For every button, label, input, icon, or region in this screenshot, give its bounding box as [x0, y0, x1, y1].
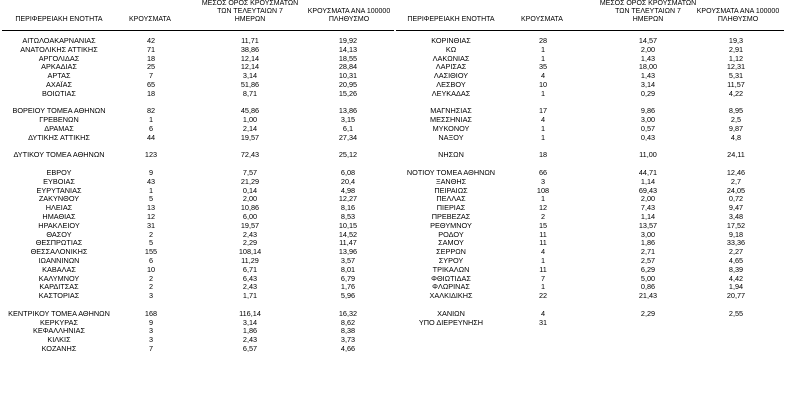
avg7-cell: 6,57	[242, 343, 258, 353]
per100k-cell: 8,62	[340, 317, 356, 327]
avg7-cell: 2,00	[242, 194, 258, 204]
avg7-cell: 14,57	[638, 36, 658, 45]
cases-cell: 15	[538, 220, 548, 230]
region-cell: ΛΕΥΚΑΔΑΣ	[431, 88, 471, 98]
region-cell: ΕΥΒΟΙΑΣ	[43, 176, 75, 186]
per100k-cell: 11,57	[727, 79, 745, 89]
region-cell: ΗΡΑΚΛΕΙΟΥ	[38, 220, 80, 230]
region-header: ΠΕΡΙΦΕΡΕΙΑΚΗ ΕΝΟΤΗΤΑ	[407, 16, 495, 23]
avg7-cell: 1,00	[242, 115, 258, 125]
region-cell: ΜΑΓΝΗΣΙΑΣ	[430, 106, 472, 116]
region-cell: ΝΟΤΙΟΥ ΤΟΜΕΑ ΑΘΗΝΩΝ	[406, 167, 496, 177]
avg7-cell: 108,14	[238, 247, 262, 257]
cases-cell: 43	[146, 176, 156, 186]
per100k-cell: 33,36	[726, 238, 746, 248]
cases-cell: 42	[146, 36, 156, 45]
avg7-cell: 6,71	[242, 264, 258, 274]
per100k-cell: 8,95	[728, 106, 744, 116]
avg7-cell: 6,00	[242, 211, 258, 221]
cases-cell: 7	[148, 343, 154, 353]
per100k-cell: 5,96	[340, 291, 356, 301]
cases-cell: 7	[540, 273, 546, 283]
region-cell: ΚΕΦΑΛΛΗΝΙΑΣ	[33, 326, 85, 336]
cases-cell: 65	[146, 79, 156, 89]
avg7-cell: 2,29	[242, 238, 258, 248]
region-cell: ΓΡΕΒΕΝΩΝ	[39, 115, 79, 125]
avg7-cell: 6,29	[640, 264, 656, 274]
cases-cell: 25	[146, 62, 156, 72]
avg7-cell: 2,43	[242, 229, 258, 239]
per100k-cell: 8,16	[340, 203, 356, 213]
per100k-cell: 10,31	[338, 71, 358, 81]
cases-cell: 5	[148, 194, 154, 204]
cases-cell: 1	[540, 255, 546, 265]
per100k-cell: 4,65	[728, 255, 744, 265]
per100k-cell: 13,96	[338, 247, 358, 257]
per100k-cell: 6,79	[340, 273, 356, 283]
per100k-cell: 4,98	[340, 185, 356, 195]
per100k-cell: 14,52	[338, 229, 358, 239]
region-cell: ΦΛΩΡΙΝΑΣ	[432, 282, 470, 292]
cases-cell: 18	[538, 150, 548, 160]
avg7-cell: 72,43	[240, 150, 260, 160]
avg7-cell: 18,00	[638, 62, 658, 72]
avg7-cell: 2,00	[640, 44, 656, 54]
per100k-cell: 13,86	[338, 106, 358, 116]
avg7-cell: 11,29	[241, 255, 259, 265]
cases-cell: 4	[540, 71, 546, 81]
per100k-cell: 14,13	[338, 44, 358, 54]
avg7-cell: 3,14	[242, 71, 258, 81]
per100k-cell: 2,5	[730, 115, 742, 125]
per100k-cell: 12,46	[726, 167, 746, 177]
region-cell: ΘΕΣΠΡΩΤΙΑΣ	[35, 238, 83, 248]
cases-cell: 28	[538, 36, 548, 45]
cases-cell: 2	[148, 282, 154, 292]
per100k-cell: 24,11	[727, 150, 745, 160]
cases-cell: 1	[540, 44, 546, 54]
region-cell: ΗΜΑΘΙΑΣ	[42, 211, 76, 221]
cases-cell: 1	[540, 132, 546, 142]
per100k-cell: 18,55	[338, 53, 358, 63]
per100k-cell: 28,84	[338, 62, 358, 72]
avg7-cell: 3,00	[640, 229, 656, 239]
region-cell: ΡΕΘΥΜΝΟΥ	[430, 220, 472, 230]
avg7-cell: 2,43	[242, 282, 258, 292]
per100k-cell: 16,32	[338, 308, 358, 318]
region-cell: ΛΑΡΙΣΑΣ	[435, 62, 467, 72]
region-cell: ΒΟΙΩΤΙΑΣ	[42, 88, 76, 98]
cases-cell: 1	[540, 194, 546, 204]
avg7-cell: 0,86	[640, 282, 656, 292]
avg-header-line3: ΗΜΕΡΩΝ	[632, 16, 664, 23]
region-cell: ΞΑΝΘΗΣ	[435, 176, 467, 186]
per100k-cell: 0,72	[728, 194, 744, 204]
cases-cell: 12	[538, 203, 548, 213]
avg7-cell: 2,29	[640, 308, 656, 318]
cases-cell: 123	[144, 150, 158, 160]
per100k-cell: 9,47	[728, 203, 744, 213]
avg7-cell: 1,86	[242, 326, 258, 336]
per100k-cell: 4,42	[728, 273, 744, 283]
table-row	[396, 90, 786, 99]
cases-cell: 18	[146, 53, 156, 63]
cases-header: ΚΡΟΥΣΜΑΤΑ	[129, 16, 171, 23]
avg7-cell: 2,43	[242, 335, 258, 345]
table-row	[396, 292, 786, 301]
region-cell: ΣΕΡΡΩΝ	[436, 247, 466, 257]
table-row	[0, 345, 396, 354]
avg7-cell: 2,00	[640, 194, 656, 204]
avg7-cell: 69,43	[638, 185, 658, 195]
avg7-cell: 3,14	[640, 79, 656, 89]
cases-cell: 44	[146, 132, 156, 142]
cases-cell: 6	[148, 255, 154, 265]
avg7-cell: 1,43	[640, 53, 656, 63]
table-row	[0, 90, 396, 99]
region-cell: ΛΑΣΙΘΙΟΥ	[433, 71, 469, 81]
region-cell: ΑΝΑΤΟΛΙΚΗΣ ΑΤΤΙΚΗΣ	[20, 44, 98, 54]
avg7-cell: 19,57	[240, 132, 260, 142]
region-cell: ΚΟΖΑΝΗΣ	[41, 343, 77, 353]
per100k-cell: 2,55	[728, 308, 744, 318]
avg7-cell: 116,14	[239, 308, 261, 318]
region-cell: ΧΑΝΙΩΝ	[437, 308, 465, 318]
cases-cell: 31	[538, 317, 548, 327]
table-row	[396, 151, 786, 160]
cases-cell: 1	[540, 123, 546, 133]
region-cell: ΘΑΣΟΥ	[46, 229, 72, 239]
cases-cell: 1	[540, 88, 546, 98]
avg7-cell: 11,71	[241, 36, 259, 45]
table-row	[0, 151, 396, 160]
avg7-cell: 38,86	[240, 44, 260, 54]
cases-cell: 2	[540, 211, 546, 221]
region-cell: ΥΠΟ ΔΙΕΡΕΥΝΗΣΗ	[418, 317, 484, 327]
avg7-cell: 45,86	[240, 106, 260, 116]
per100k-cell: 24,05	[726, 185, 746, 195]
avg-header-line1: ΜΕΣΟΣ ΟΡΟΣ ΚΡΟΥΣΜΑΤΩΝ	[599, 0, 697, 7]
region-cell: ΚΙΛΚΙΣ	[47, 335, 71, 345]
left-rows	[0, 37, 396, 354]
cases-cell: 4	[540, 115, 546, 125]
avg7-cell: 1,71	[242, 291, 258, 301]
avg7-cell: 7,43	[640, 203, 656, 213]
region-cell: ΗΛΕΙΑΣ	[45, 203, 73, 213]
cases-cell: 3	[148, 326, 154, 336]
region-cell: ΕΥΡΥΤΑΝΙΑΣ	[36, 185, 82, 195]
cases-cell: 71	[146, 44, 156, 54]
region-cell: ΚΑΣΤΟΡΙΑΣ	[38, 291, 80, 301]
per100k-cell: 8,39	[728, 264, 744, 274]
per100k-cell: 17,52	[726, 220, 746, 230]
cases-cell: 3	[148, 291, 154, 301]
region-cell: ΤΡΙΚΑΛΩΝ	[432, 264, 470, 274]
header-rule	[2, 30, 394, 31]
per100k-cell: 19,92	[338, 36, 358, 45]
per100k-cell: 6,1	[342, 123, 354, 133]
cases-cell: 9	[148, 317, 154, 327]
cases-cell: 13	[146, 203, 156, 213]
header-rule	[396, 30, 784, 31]
region-cell: ΕΒΡΟΥ	[46, 167, 72, 177]
per100k-cell: 2,27	[728, 247, 744, 257]
cases-cell: 2	[148, 273, 154, 283]
cases-cell: 18	[146, 88, 156, 98]
per100k-cell: 1,12	[728, 53, 744, 63]
right-rows	[396, 37, 786, 327]
avg7-cell: 3,00	[640, 115, 656, 125]
avg7-cell: 7,57	[242, 167, 258, 177]
cases-cell: 11	[539, 238, 547, 248]
cases-header: ΚΡΟΥΣΜΑΤΑ	[521, 16, 563, 23]
avg7-cell: 1,14	[640, 176, 656, 186]
avg7-cell: 19,57	[240, 220, 260, 230]
cases-cell: 2	[148, 229, 154, 239]
cases-cell: 155	[144, 247, 158, 257]
avg7-cell: 13,57	[638, 220, 658, 230]
table-row	[396, 134, 786, 143]
cases-cell: 10	[146, 264, 156, 274]
region-cell: ΛΑΚΩΝΙΑΣ	[432, 53, 470, 63]
region-cell: ΠΕΛΛΑΣ	[436, 194, 466, 204]
per100k-cell: 8,01	[340, 264, 356, 274]
region-cell: ΣΥΡΟΥ	[438, 255, 464, 265]
avg-header-line2: ΤΩΝ ΤΕΛΕΥΤΑΙΩΝ 7	[217, 8, 283, 15]
avg7-cell: 8,71	[242, 88, 258, 98]
per100k-cell: 5,31	[728, 71, 744, 81]
per100k-cell: 3,57	[340, 255, 356, 265]
per100k-cell: 8,38	[340, 326, 356, 336]
region-cell: ΑΙΤΩΛΟΑΚΑΡΝΑΝΙΑΣ	[22, 36, 96, 45]
per100k-header-line1: ΚΡΟΥΣΜΑΤΑ ΑΝΑ 100000	[696, 8, 780, 15]
per100k-cell: 6,08	[340, 167, 356, 177]
region-cell: ΚΩ	[445, 44, 457, 54]
per100k-header-line2: ΠΛΗΘΥΣΜΟ	[717, 16, 759, 23]
per100k-cell: 11,47	[339, 238, 357, 248]
avg7-cell: 44,71	[638, 167, 658, 177]
region-cell: ΣΑΜΟΥ	[438, 238, 464, 248]
avg7-cell: 10,86	[240, 203, 260, 213]
avg7-cell: 51,86	[240, 79, 260, 89]
cases-cell: 4	[540, 308, 546, 318]
region-cell: ΦΘΙΩΤΙΔΑΣ	[431, 273, 471, 283]
avg-header-line1: ΜΕΣΟΣ ΟΡΟΣ ΚΡΟΥΣΜΑΤΩΝ	[201, 0, 299, 7]
region-cell: ΑΡΤΑΣ	[47, 71, 71, 81]
per100k-cell: 4,22	[728, 88, 744, 98]
cases-cell: 1	[148, 115, 154, 125]
cases-cell: 168	[144, 308, 158, 318]
avg7-cell: 6,43	[242, 273, 258, 283]
per100k-cell: 12,27	[338, 194, 358, 204]
region-cell: ΚΕΝΤΡΙΚΟΥ ΤΟΜΕΑ ΑΘΗΝΩΝ	[8, 308, 110, 318]
cases-cell: 3	[540, 176, 546, 186]
per100k-cell: 2,91	[728, 44, 744, 54]
per100k-cell: 19,3	[728, 36, 744, 45]
avg7-cell: 2,57	[640, 255, 656, 265]
avg7-cell: 0,29	[640, 88, 656, 98]
avg7-cell: 5,00	[640, 273, 656, 283]
region-cell: ΑΡΚΑΔΙΑΣ	[41, 62, 77, 72]
region-cell: ΒΟΡΕΙΟΥ ΤΟΜΕΑ ΑΘΗΝΩΝ	[12, 106, 106, 116]
region-cell: ΔΥΤΙΚΟΥ ΤΟΜΕΑ ΑΘΗΝΩΝ	[13, 150, 105, 160]
region-cell: ΚΑΛΥΜΝΟΥ	[38, 273, 80, 283]
region-cell: ΚΟΡΙΝΘΙΑΣ	[431, 36, 471, 45]
region-cell: ΧΑΛΚΙΔΙΚΗΣ	[429, 291, 473, 301]
region-cell: ΜΥΚΟΝΟΥ	[432, 123, 470, 133]
region-cell: ΝΗΣΩΝ	[438, 150, 464, 160]
per100k-cell: 20,4	[340, 176, 356, 186]
cases-cell: 11	[539, 264, 547, 274]
avg7-cell: 12,14	[240, 62, 260, 72]
avg7-cell: 11,00	[639, 150, 657, 160]
region-cell: ΡΟΔΟΥ	[438, 229, 464, 239]
per100k-cell: 9,18	[728, 229, 744, 239]
table-row	[0, 134, 396, 143]
cases-cell: 4	[540, 247, 546, 257]
region-cell: ΠΕΙΡΑΙΩΣ	[434, 185, 468, 195]
region-cell: ΚΑΡΔΙΤΣΑΣ	[39, 282, 79, 292]
region-cell: ΘΕΣΣΑΛΟΝΙΚΗΣ	[30, 247, 88, 257]
per100k-cell: 10,15	[338, 220, 358, 230]
per100k-cell: 12,31	[726, 62, 746, 72]
table-row	[0, 292, 396, 301]
avg7-cell: 0,43	[640, 132, 656, 142]
cases-cell: 7	[148, 71, 154, 81]
cases-cell: 10	[538, 79, 548, 89]
avg7-cell: 1,86	[640, 238, 656, 248]
region-cell: ΖΑΚΥΝΘΟΥ	[38, 194, 80, 204]
region-cell: ΑΡΓΟΛΙΔΑΣ	[38, 53, 80, 63]
per100k-cell: 27,34	[338, 132, 358, 142]
region-header: ΠΕΡΙΦΕΡΕΙΑΚΗ ΕΝΟΤΗΤΑ	[15, 16, 103, 23]
region-cell: ΙΩΑΝΝΙΝΩΝ	[38, 255, 80, 265]
avg-header-line2: ΤΩΝ ΤΕΛΕΥΤΑΙΩΝ 7	[615, 8, 681, 15]
avg7-cell: 2,14	[242, 123, 258, 133]
avg7-cell: 1,14	[640, 211, 656, 221]
per100k-cell: 1,76	[340, 282, 356, 292]
region-cell: ΚΕΡΚΥΡΑΣ	[39, 317, 79, 327]
avg7-cell: 2,71	[640, 247, 656, 257]
cases-cell: 82	[146, 106, 156, 116]
table-row	[396, 319, 786, 328]
region-cell: ΠΙΕΡΙΑΣ	[436, 203, 466, 213]
avg-header-line3: ΗΜΕΡΩΝ	[234, 16, 266, 23]
region-cell: ΑΧΑΪΑΣ	[45, 79, 72, 89]
per100k-cell: 3,15	[340, 115, 356, 125]
region-cell: ΔΥΤΙΚΗΣ ΑΤΤΙΚΗΣ	[28, 132, 90, 142]
cases-cell: 5	[148, 238, 154, 248]
region-cell: ΜΕΣΣΗΝΙΑΣ	[430, 115, 472, 125]
cases-cell: 108	[536, 185, 550, 195]
per100k-cell: 2,7	[730, 176, 742, 186]
per100k-cell: 3,73	[340, 335, 356, 345]
cases-cell: 17	[538, 106, 548, 116]
region-cell: ΝΑΞΟΥ	[438, 132, 464, 142]
avg7-cell: 12,14	[240, 53, 260, 63]
avg7-cell: 21,29	[240, 176, 260, 186]
per100k-cell: 9,87	[728, 123, 744, 133]
per100k-cell: 8,53	[340, 211, 356, 221]
per100k-cell: 20,95	[338, 79, 358, 89]
avg7-cell: 0,57	[640, 123, 656, 133]
region-cell: ΚΑΒΑΛΑΣ	[42, 264, 76, 274]
cases-cell: 12	[146, 211, 156, 221]
cases-cell: 6	[148, 123, 154, 133]
cases-cell: 1	[540, 53, 546, 63]
region-cell: ΠΡΕΒΕΖΑΣ	[431, 211, 471, 221]
avg7-cell: 3,14	[242, 317, 258, 327]
cases-cell: 1	[148, 185, 154, 195]
cases-cell: 3	[148, 335, 154, 345]
avg7-cell: 0,14	[242, 185, 258, 195]
per100k-cell: 4,8	[730, 132, 742, 142]
per100k-cell: 1,94	[728, 282, 744, 292]
per100k-cell: 25,12	[338, 150, 358, 160]
region-cell: ΛΕΣΒΟΥ	[436, 79, 466, 89]
per100k-cell: 20,77	[726, 291, 746, 301]
cases-cell: 9	[148, 167, 154, 177]
avg7-cell: 21,43	[638, 291, 658, 301]
cases-cell: 66	[538, 167, 548, 177]
per100k-cell: 15,26	[338, 88, 358, 98]
per100k-header-line2: ΠΛΗΘΥΣΜΟ	[328, 16, 370, 23]
avg7-cell: 1,43	[640, 71, 656, 81]
avg7-cell: 9,86	[640, 106, 656, 116]
region-cell: ΔΡΑΜΑΣ	[44, 123, 74, 133]
per100k-cell: 3,48	[728, 211, 744, 221]
cases-cell: 31	[146, 220, 156, 230]
per100k-header-line1: ΚΡΟΥΣΜΑΤΑ ΑΝΑ 100000	[307, 8, 391, 15]
cases-cell: 11	[539, 229, 547, 239]
cases-cell: 35	[538, 62, 548, 72]
per100k-cell: 4,66	[340, 343, 356, 353]
cases-cell: 22	[538, 291, 548, 301]
cases-cell: 1	[540, 282, 546, 292]
